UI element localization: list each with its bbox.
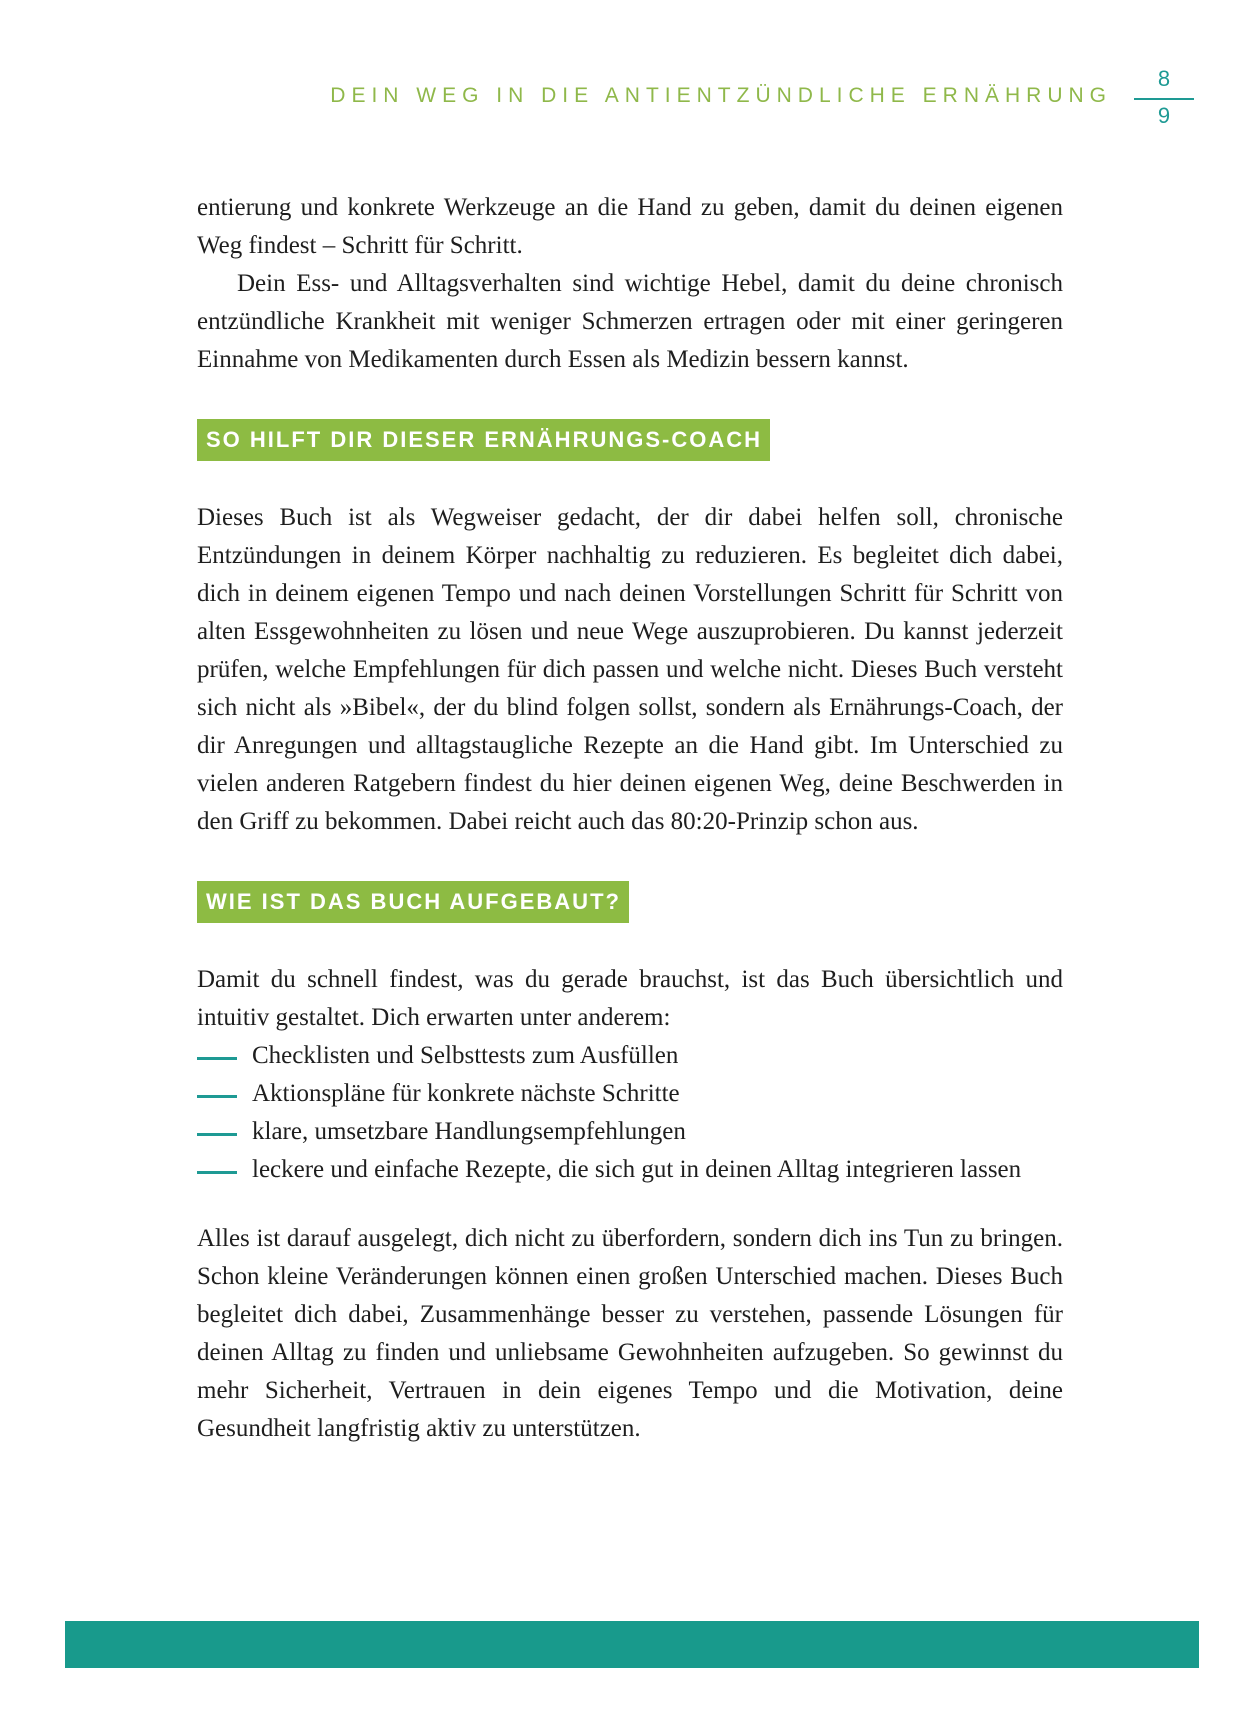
paragraph-continuation: entierung und konkrete Werkzeuge an die Hand zu geben, damit du deinen eigenen Weg findest – Schritt für Schritt.: [197, 194, 1063, 259]
list-item-text: klare, umsetzbare Handlungsempfehlungen: [252, 1118, 686, 1145]
dash-bullet-icon: [197, 1133, 237, 1136]
dash-bullet-icon: [197, 1057, 237, 1060]
spacer: [197, 1189, 1063, 1220]
section-heading-container: [197, 419, 1063, 461]
list-item: [197, 1037, 1063, 1075]
paragraph-intro: Dein Ess- und Alltagsverhalten sind wichtige Hebel, damit du deine chronisch entzündliche Krankheit mit weniger Schmerzen ertragen oder mit einer geringeren Einnahme von Medikamenten durch Essen als Medizin bessern kannst.: [197, 270, 1063, 373]
dash-bullet-icon: [197, 1095, 237, 1098]
list-item-text: Aktionspläne für konkrete nächste Schritte: [252, 1080, 680, 1107]
page-number-divider: [1134, 98, 1194, 100]
page-number-left: 8: [1157, 66, 1171, 91]
section-heading-structure: WIE IST DAS BUCH AUFGEBAUT?: [197, 881, 629, 923]
section-heading-coach: SO HILFT DIR DIESER ERNÄHRUNGS-COACH: [197, 419, 770, 461]
section-structure-intro: Damit du schnell findest, was du gerade brauchst, ist das Buch übersichtlich und intuitiv gestaltet. Dich erwarten unter anderem:: [197, 966, 1063, 1031]
dash-bullet-icon: [197, 1171, 237, 1174]
page-numbers: [1134, 66, 1194, 132]
page-body: [197, 189, 1063, 1448]
list-item-text: leckere und einfache Rezepte, die sich gut in deinen Alltag integrieren lassen: [252, 1156, 1022, 1183]
section-structure-closing: Alles ist darauf ausgelegt, dich nicht zu überfordern, sondern dich ins Tun zu bringen. Schon kleine Veränderungen können einen großen Unterschied machen. Dieses Buch begleitet dich dabei, Zusammenhänge besser zu verstehen, passende Lösungen für deinen Alltag zu finden und unliebsame Gewohnheiten aufzugeben. So gewinnst du mehr Sicherheit, Vertrauen in dein eigenes Tempo und die Motivation, deine Gesundheit langfristig aktiv zu unterstützen.: [197, 1225, 1063, 1442]
list-item: [197, 1113, 1063, 1151]
list-item-text: Checklisten und Selbsttests zum Ausfüllen: [252, 1042, 679, 1069]
feature-list: [197, 1037, 1063, 1189]
footer-bar: [65, 1621, 1199, 1668]
list-item: [197, 1151, 1063, 1189]
section-heading-container: [197, 881, 1063, 923]
page-number-right: 9: [1157, 103, 1171, 128]
running-title: DEIN WEG IN DIE ANTIENTZÜNDLICHE ERNÄHRUNG: [330, 84, 1112, 107]
list-item: [197, 1075, 1063, 1113]
section-coach-body: Dieses Buch ist als Wegweiser gedacht, der dir dabei helfen soll, chronische Entzündungen in deinem Körper nachhaltig zu reduzieren. Es begleitet dich dabei, dich in deinem eigenen Tempo und nach deinen Vorstellungen Schritt für Schritt von alten Essgewohnheiten zu lösen und neue Wege auszuprobieren. Du kannst jederzeit prüfen, welche Empfehlungen für dich passen und welche nicht. Dieses Buch versteht sich nicht als »Bibel«, der du blind folgen sollst, sondern als Ernährungs-Coach, der dir Anregungen und alltagstaugliche Rezepte an die Hand gibt. Im Unterschied zu vielen anderen Ratgebern findest du hier deinen eigenen Weg, deine Beschwerden in den Griff zu bekommen. Dabei reicht auch das 80:20-Prinzip schon aus.: [197, 504, 1063, 835]
